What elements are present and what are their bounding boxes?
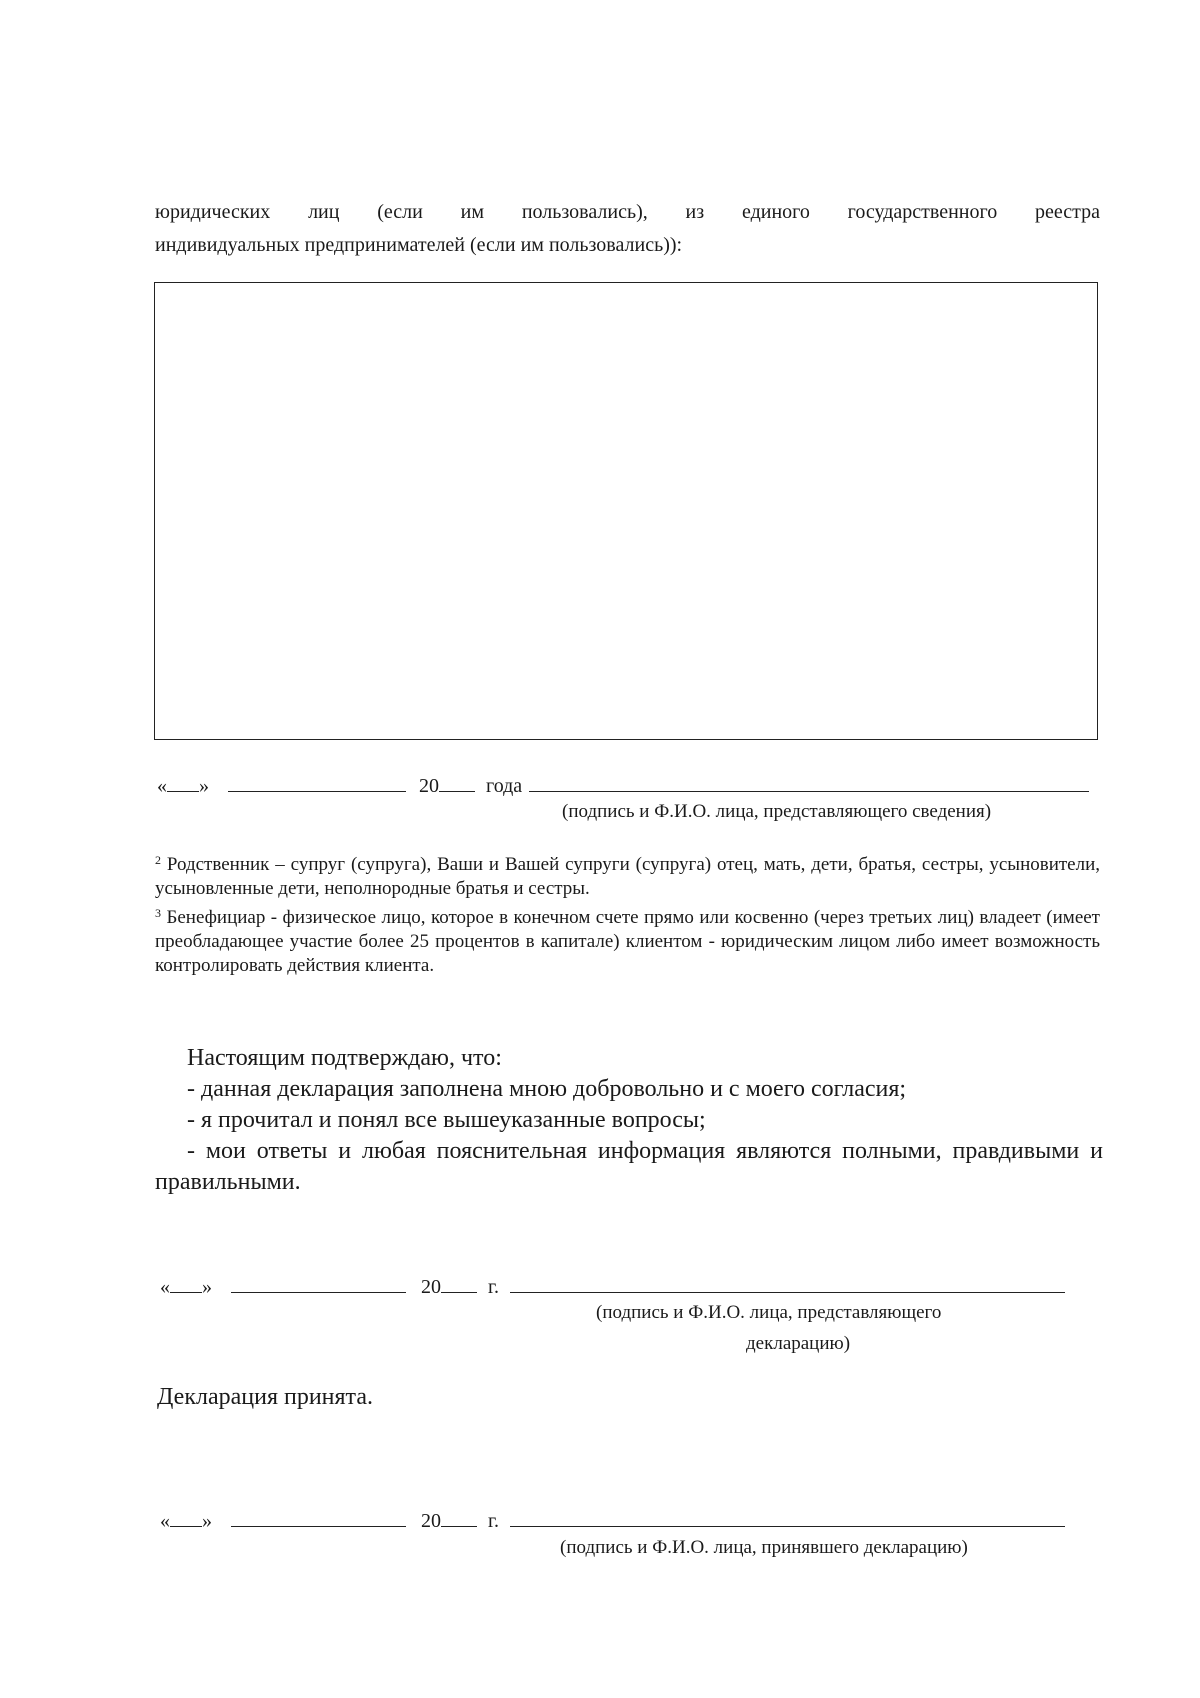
open-quote: «	[160, 1510, 170, 1532]
month-field[interactable]	[228, 773, 406, 792]
signature-field[interactable]	[529, 773, 1089, 792]
open-quote: «	[160, 1276, 170, 1298]
year-prefix: 20	[419, 775, 439, 797]
signature-field[interactable]	[510, 1508, 1065, 1527]
year-suffix: г.	[488, 1276, 499, 1298]
confirmation-block	[155, 1043, 1103, 1198]
date-signature-line-1	[157, 773, 1089, 798]
footnote-mark: 3	[155, 906, 161, 920]
confirmation-item: - я прочитал и понял все вышеуказанные вопросы;	[187, 1107, 706, 1133]
open-quote: «	[157, 775, 167, 797]
close-quote: »	[202, 1510, 212, 1532]
footnote-text: Бенефициар - физическое лицо, которое в конечном счете прямо или косвенно (через третьих лиц) владеет (имеет преобладающее участие более 25 процентов в капитале) клиентом - юридическим лицом либо имеет возможность контролировать действия клиента.	[155, 907, 1100, 976]
month-field[interactable]	[231, 1508, 406, 1527]
declaration-accepted: Декларация принята.	[157, 1384, 373, 1410]
intro-paragraph	[155, 196, 1100, 262]
footnotes	[155, 848, 1100, 978]
month-field[interactable]	[231, 1274, 406, 1293]
day-field[interactable]	[167, 773, 199, 792]
day-field[interactable]	[170, 1274, 202, 1293]
footnote-mark: 2	[155, 853, 161, 867]
intro-line-2: индивидуальных предпринимателей (если им пользовались)):	[155, 234, 683, 256]
year-field[interactable]	[441, 1508, 477, 1527]
answer-box[interactable]	[154, 282, 1098, 740]
confirmation-item: - данная декларация заполнена мною добровольно и с моего согласия;	[187, 1076, 907, 1102]
intro-line-1: юридических лиц (если им пользовались), из единого государственного реестра	[155, 201, 1100, 223]
date-signature-line-3	[160, 1508, 1065, 1533]
signature-caption-3: (подпись и Ф.И.О. лица, принявшего декларацию)	[560, 1537, 968, 1558]
confirmation-item: - мои ответы и любая пояснительная информация являются полными, правдивыми и правильными.	[155, 1138, 1103, 1195]
year-field[interactable]	[441, 1274, 477, 1293]
year-prefix: 20	[421, 1510, 441, 1532]
signature-caption-2-line-1: (подпись и Ф.И.О. лица, представляющего	[596, 1302, 942, 1323]
confirmation-heading: Настоящим подтверждаю, что:	[187, 1045, 502, 1071]
footnote-beneficiary	[155, 901, 1100, 978]
year-suffix: г.	[488, 1510, 499, 1532]
year-field[interactable]	[439, 773, 475, 792]
close-quote: »	[202, 1276, 212, 1298]
footnote-relative	[155, 848, 1100, 901]
signature-caption-2-line-2: декларацию)	[746, 1333, 851, 1354]
year-prefix: 20	[421, 1276, 441, 1298]
day-field[interactable]	[170, 1508, 202, 1527]
year-suffix: года	[486, 775, 523, 797]
close-quote: »	[199, 775, 209, 797]
footnote-text: Родственник – супруг (супруга), Ваши и Вашей супруги (супруга) отец, мать, дети, братья, сестры, усыновители, усыновленные дети, неполнородные братья и сестры.	[155, 854, 1101, 899]
signature-caption-1: (подпись и Ф.И.О. лица, представляющего сведения)	[562, 801, 992, 822]
date-signature-line-2	[160, 1274, 1065, 1299]
signature-field[interactable]	[510, 1274, 1065, 1293]
